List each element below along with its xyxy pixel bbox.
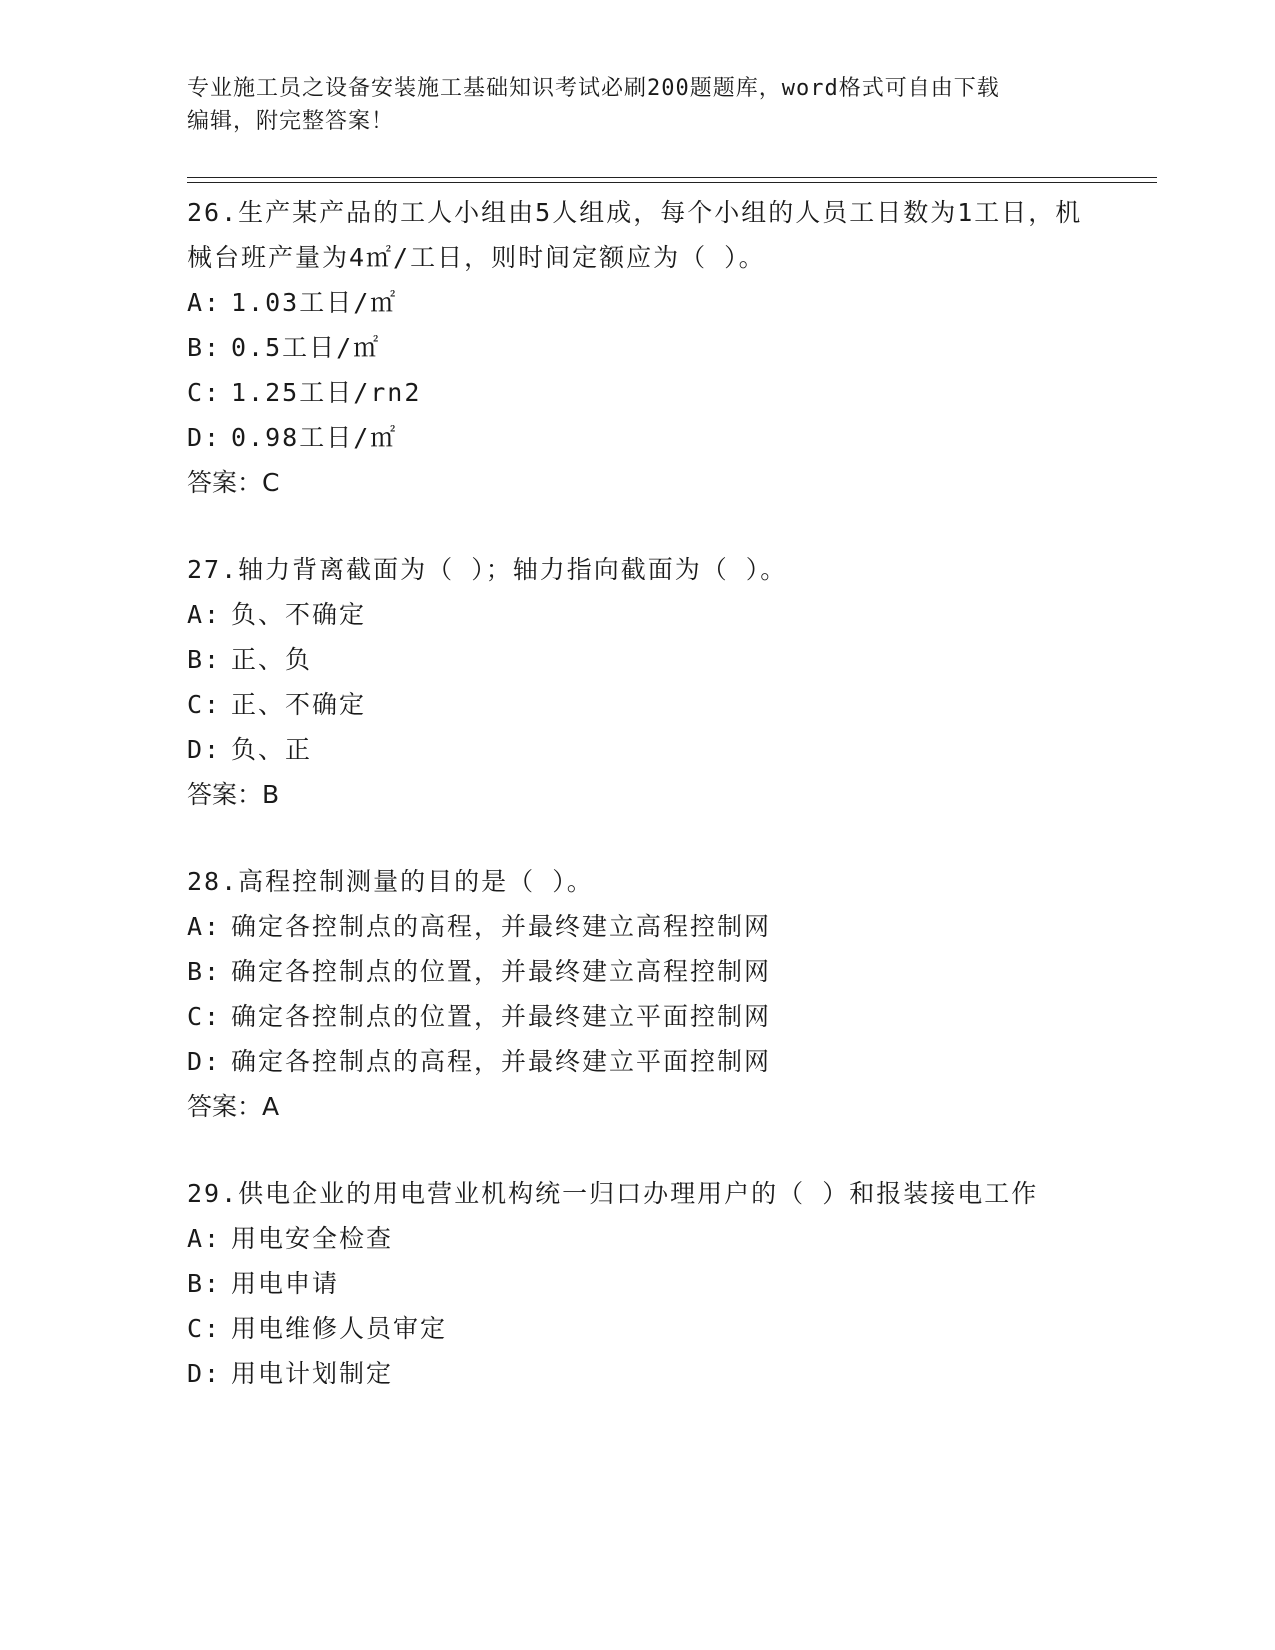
option-text: 确定各控制点的高程，并最终建立平面控制网 — [231, 1047, 772, 1076]
option-c — [187, 1306, 1087, 1351]
option-letter: D: — [187, 735, 222, 764]
option-b — [187, 1261, 1087, 1306]
option-letter: C: — [187, 690, 222, 719]
option-a — [187, 904, 1087, 949]
option-letter: B: — [187, 1269, 222, 1298]
option-letter: A: — [187, 600, 222, 629]
option-text: 1.03工日/㎡ — [231, 288, 398, 317]
option-text: 用电维修人员审定 — [231, 1314, 448, 1343]
option-a — [187, 1216, 1087, 1261]
option-letter: D: — [187, 1047, 222, 1076]
option-text: 1.25工日/rn2 — [231, 378, 422, 407]
option-d — [187, 415, 1087, 460]
question-stem: 28.高程控制测量的目的是（ ）。 — [187, 867, 594, 896]
option-b — [187, 637, 1087, 682]
question-26 — [187, 190, 1087, 505]
question-stem: 29.供电企业的用电营业机构统一归口办理用户的（ ）和报装接电工作 — [187, 1179, 1039, 1208]
option-text: 确定各控制点的位置，并最终建立平面控制网 — [231, 1002, 772, 1031]
option-letter: D: — [187, 423, 222, 452]
option-text: 确定各控制点的高程，并最终建立高程控制网 — [231, 912, 772, 941]
question-27 — [187, 547, 1087, 817]
header-line-1: 专业施工员之设备安装施工基础知识考试必刷200题题库，word格式可自由下载 — [187, 76, 1000, 101]
option-letter: C: — [187, 1002, 222, 1031]
option-text: 0.5工日/㎡ — [231, 333, 381, 362]
answer-line: 答案：C — [187, 468, 280, 497]
option-letter: C: — [187, 1314, 222, 1343]
question-29 — [187, 1171, 1087, 1396]
question-list — [187, 190, 1087, 1438]
option-letter: D: — [187, 1359, 222, 1388]
option-a — [187, 280, 1087, 325]
question-stem: 27.轴力背离截面为（ ）；轴力指向截面为（ ）。 — [187, 555, 788, 584]
question-28 — [187, 859, 1087, 1129]
option-a — [187, 592, 1087, 637]
header-double-rule — [187, 177, 1157, 183]
option-letter: B: — [187, 957, 222, 986]
document-header — [187, 72, 1087, 138]
option-text: 正、不确定 — [231, 690, 367, 719]
option-c — [187, 370, 1087, 415]
option-text: 正、负 — [231, 645, 313, 674]
option-letter: B: — [187, 333, 222, 362]
option-text: 负、不确定 — [231, 600, 367, 629]
answer-line: 答案：B — [187, 780, 280, 809]
option-text: 用电计划制定 — [231, 1359, 394, 1388]
answer-line: 答案：A — [187, 1092, 280, 1121]
option-c — [187, 994, 1087, 1039]
option-text: 负、正 — [231, 735, 313, 764]
option-text: 确定各控制点的位置，并最终建立高程控制网 — [231, 957, 772, 986]
option-b — [187, 325, 1087, 370]
option-text: 用电申请 — [231, 1269, 340, 1298]
option-b — [187, 949, 1087, 994]
header-line-2: 编辑，附完整答案！ — [187, 109, 395, 134]
option-letter: A: — [187, 912, 222, 941]
option-letter: C: — [187, 378, 222, 407]
option-letter: B: — [187, 645, 222, 674]
option-d — [187, 727, 1087, 772]
option-c — [187, 682, 1087, 727]
option-letter: A: — [187, 1224, 222, 1253]
question-stem: 26.生产某产品的工人小组由5人组成，每个小组的人员工日数为1工日，机械台班产量为4㎡/工日，则时间定额应为（ ）。 — [187, 198, 1083, 272]
option-text: 0.98工日/㎡ — [231, 423, 398, 452]
option-d — [187, 1039, 1087, 1084]
option-text: 用电安全检查 — [231, 1224, 394, 1253]
option-d — [187, 1351, 1087, 1396]
option-letter: A: — [187, 288, 222, 317]
